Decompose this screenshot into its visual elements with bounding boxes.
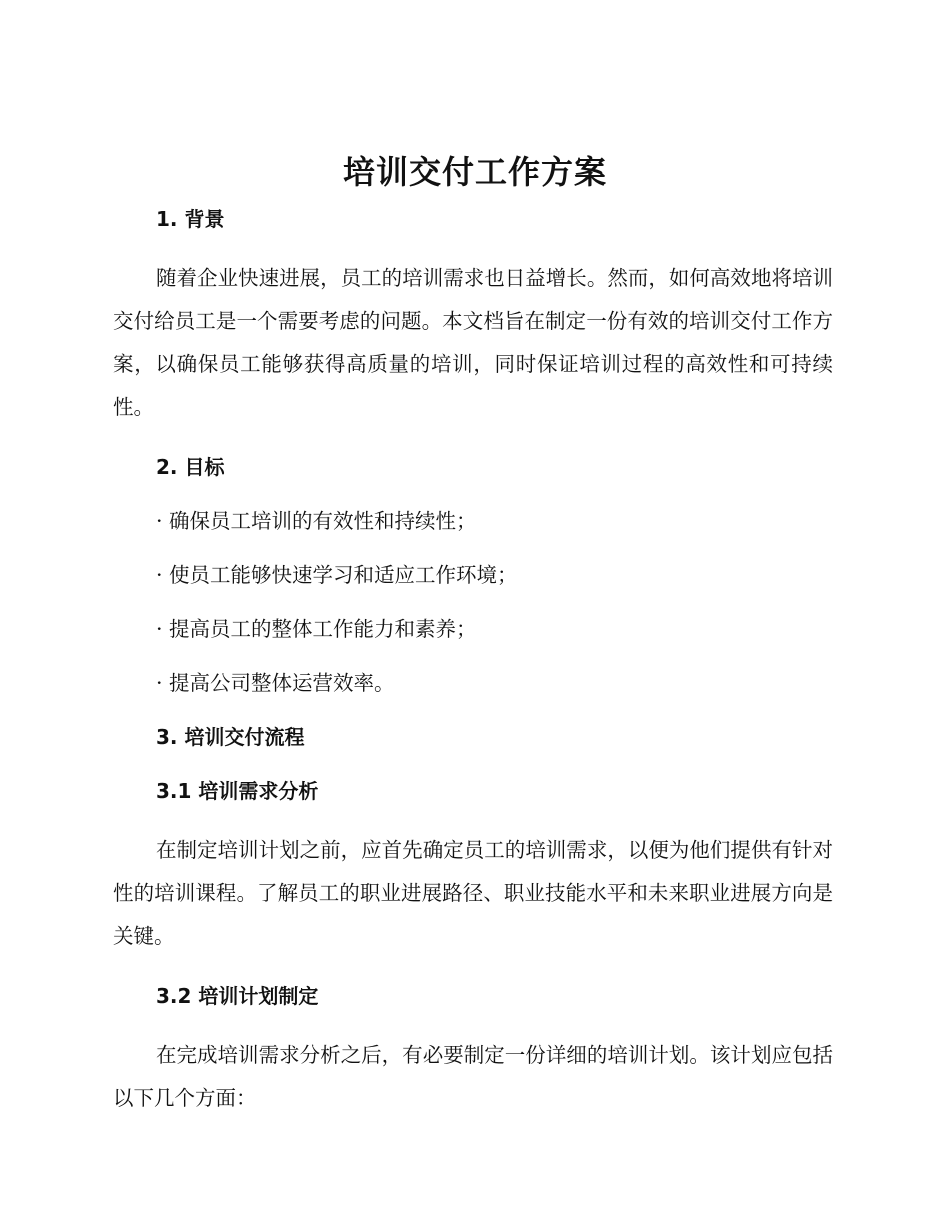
plan-paragraph: 在完成培训需求分析之后，有必要制定一份详细的培训计划。该计划应包括以下几个方面： xyxy=(113,1043,833,1110)
section-heading-goals: 2. 目标 xyxy=(156,455,225,479)
goal-item: · 使员工能够快速学习和适应工作环境； xyxy=(156,563,518,587)
goal-item: · 提高员工的整体工作能力和素养； xyxy=(156,617,477,641)
needs-analysis-paragraph: 在制定培训计划之前，应首先确定员工的培训需求，以便为他们提供有针对性的培训课程。了解员工的职业进展路径、职业技能水平和未来职业进展方向是关键。 xyxy=(113,838,833,948)
subsection-heading-needs-analysis: 3.1 培训需求分析 xyxy=(156,779,319,803)
subsection-heading-plan: 3.2 培训计划制定 xyxy=(156,984,319,1008)
goal-item: · 确保员工培训的有效性和持续性； xyxy=(156,509,477,533)
goal-item: · 提高公司整体运营效率。 xyxy=(156,671,395,695)
document-title: 培训交付工作方案 xyxy=(342,153,607,191)
document-body xyxy=(113,200,833,1120)
section-heading-process: 3. 培训交付流程 xyxy=(156,725,305,749)
background-paragraph: 随着企业快速进展，员工的培训需求也日益增长。然而，如何高效地将培训交付给员工是一个需要考虑的问题。本文档旨在制定一份有效的培训交付工作方案，以确保员工能够获得高质量的培训，同时保证培训过程的高效性和可持续性。 xyxy=(113,266,833,419)
section-heading-background: 1. 背景 xyxy=(156,207,225,231)
